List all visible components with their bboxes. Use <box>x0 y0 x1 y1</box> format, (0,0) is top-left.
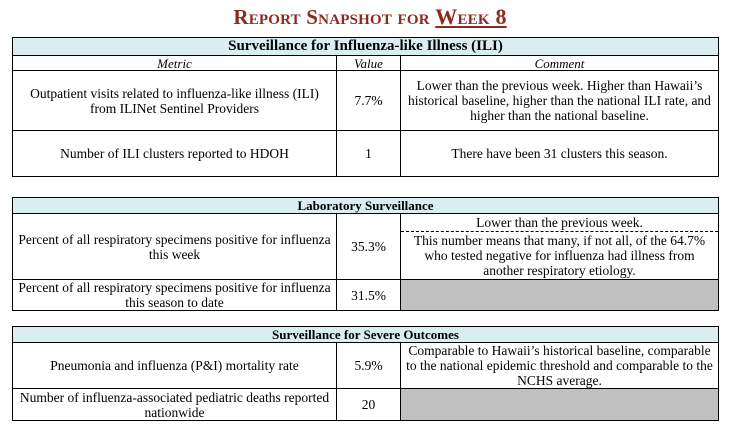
page-title <box>0 4 740 30</box>
lab-comment-top: Lower than the previous week. <box>401 214 718 232</box>
lab-row-value: 31.5% <box>337 280 401 311</box>
ili-table <box>12 37 719 177</box>
lab-row-value: 35.3% <box>337 214 401 280</box>
title-prefix: Report Snapshot for <box>233 5 436 29</box>
ili-row-comment: Lower than the previous week. Higher than Hawaii’s historical baseline, higher than the national ILI rate, and higher than the national baseline. <box>401 71 719 131</box>
title-week: Week 8 <box>435 4 507 29</box>
severe-row-metric: Pneumonia and influenza (P&I) mortality rate <box>13 343 337 389</box>
lab-table <box>12 197 719 311</box>
col-header-comment: Comment <box>401 56 719 71</box>
severe-row-comment: Comparable to Hawaii’s historical baseline, comparable to the national epidemic threshold and comparable to the NCHS average. <box>401 343 719 389</box>
ili-row-value: 7.7% <box>337 71 401 131</box>
severe-row-comment-empty <box>401 389 719 421</box>
severe-row-metric: Number of influenza-associated pediatric deaths reported nationwide <box>13 389 337 421</box>
ili-row-metric: Number of ILI clusters reported to HDOH <box>13 131 337 177</box>
lab-row-metric: Percent of all respiratory specimens positive for influenza this season to date <box>13 280 337 311</box>
lab-row-comment <box>401 214 719 280</box>
lab-row-comment-empty <box>401 280 719 311</box>
lab-heading: Laboratory Surveillance <box>13 198 719 214</box>
ili-row-comment: There have been 31 clusters this season. <box>401 131 719 177</box>
col-header-value: Value <box>337 56 401 71</box>
severe-table <box>12 326 719 421</box>
lab-comment-bottom: This number means that many, if not all, of the 64.7% who tested negative for influenza had illness from another respiratory etiology. <box>413 233 706 278</box>
severe-heading: Surveillance for Severe Outcomes <box>13 327 719 343</box>
lab-row-metric: Percent of all respiratory specimens positive for influenza this week <box>13 214 337 280</box>
ili-heading: Surveillance for Influenza-like Illness (ILI) <box>13 38 719 56</box>
ili-row-metric: Outpatient visits related to influenza-like illness (ILI) from ILINet Sentinel Providers <box>13 71 337 131</box>
severe-row-value: 20 <box>337 389 401 421</box>
col-header-metric: Metric <box>13 56 337 71</box>
severe-row-value: 5.9% <box>337 343 401 389</box>
ili-row-value: 1 <box>337 131 401 177</box>
